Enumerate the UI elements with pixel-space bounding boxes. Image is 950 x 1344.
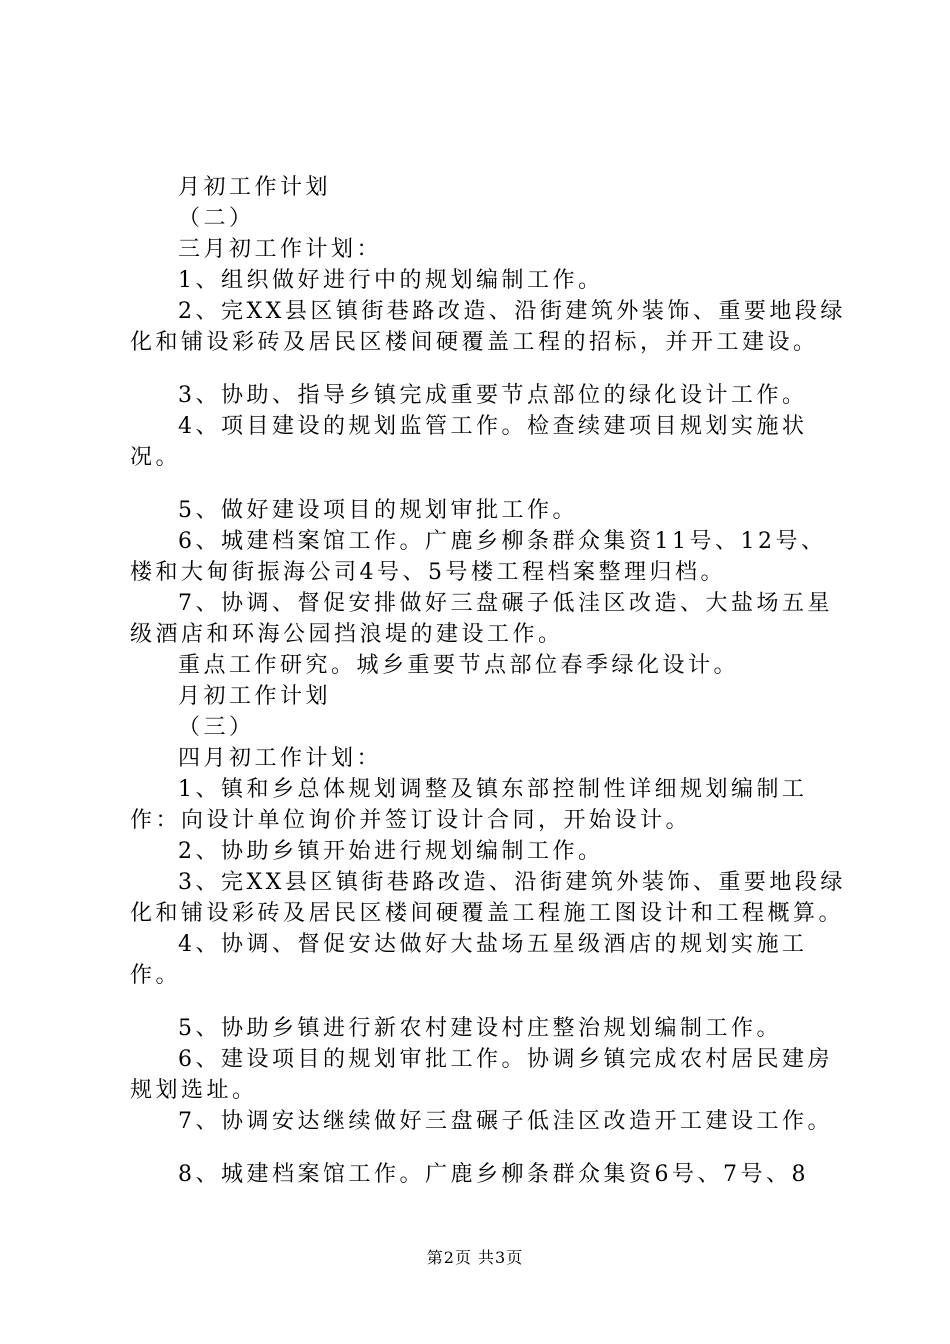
paragraph: 月初工作计划 bbox=[178, 175, 332, 200]
paragraph: 2、完XX县区镇街巷路改造、沿街建筑外装饰、重要地段绿化和铺设彩砖及居民区楼间硬覆盖工程的招标，并开工建设。 bbox=[130, 299, 846, 355]
paragraph: 5、做好建设项目的规划审批工作。 bbox=[178, 498, 578, 523]
paragraph: 4、协调、督促安达做好大盐场五星级酒店的规划实施工作。 bbox=[130, 932, 808, 988]
paragraph: 7、协调安达继续做好三盘碾子低洼区改造开工建设工作。 bbox=[178, 1109, 833, 1134]
paragraph-gap bbox=[130, 358, 850, 380]
paragraph-gap bbox=[130, 991, 850, 1013]
paragraph: 2、协助乡镇开始进行规划编制工作。 bbox=[178, 839, 604, 864]
paragraph-gap bbox=[130, 473, 850, 495]
paragraph: （三） bbox=[178, 715, 255, 740]
paragraph: 三月初工作计划： bbox=[178, 237, 383, 262]
paragraph: 8、城建档案馆工作。广鹿乡柳条群众集资6号、7号、8 bbox=[178, 1162, 809, 1187]
paragraph: 3、完XX县区镇街巷路改造、沿街建筑外装饰、重要地段绿化和铺设彩砖及居民区楼间硬覆盖工程施工图设计和工程概算。 bbox=[130, 870, 846, 926]
paragraph: 1、组织做好进行中的规划编制工作。 bbox=[178, 268, 604, 293]
paragraph: 4、项目建设的规划监管工作。检查续建项目规划实施状况。 bbox=[130, 414, 808, 470]
paragraph: 重点工作研究。城乡重要节点部位春季绿化设计。 bbox=[178, 653, 740, 678]
paragraph-gap bbox=[130, 1137, 850, 1159]
document-body bbox=[130, 172, 850, 1190]
paragraph: 月初工作计划 bbox=[178, 684, 332, 709]
paragraph: 7、协调、督促安排做好三盘碾子低洼区改造、大盐场五星级酒店和环海公园挡浪堤的建设工作。 bbox=[130, 591, 833, 647]
paragraph: 四月初工作计划： bbox=[178, 746, 383, 771]
paragraph: 6、城建档案馆工作。广鹿乡柳条群众集资11号、12号、楼和大甸街振海公司4号、5号楼工程档案整理归档。 bbox=[130, 529, 827, 585]
page-footer: 第2页 共3页 bbox=[426, 1248, 524, 1267]
paragraph: 6、建设项目的规划审批工作。协调乡镇完成农村居民建房规划选址。 bbox=[130, 1047, 833, 1103]
paragraph: 1、镇和乡总体规划调整及镇东部控制性详细规划编制工作：向设计单位询价并签订设计合同，开始设计。 bbox=[130, 777, 808, 833]
paragraph: 5、协助乡镇进行新农村建设村庄整治规划编制工作。 bbox=[178, 1016, 782, 1041]
paragraph: 3、协助、指导乡镇完成重要节点部位的绿化设计工作。 bbox=[178, 383, 808, 408]
paragraph: （二） bbox=[178, 206, 255, 231]
